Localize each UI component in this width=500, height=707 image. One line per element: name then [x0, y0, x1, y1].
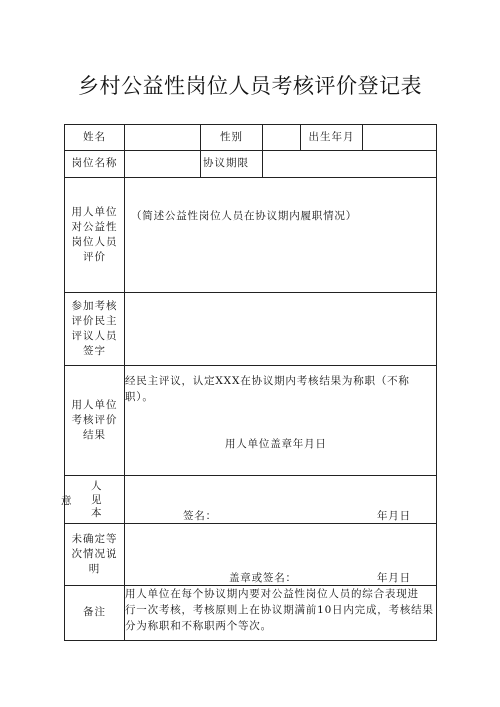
evaluation-label-cell — [65, 178, 125, 293]
opinion-sign-label: 签名： — [183, 510, 217, 522]
note-label-cell — [65, 586, 125, 641]
evaluation-label-line: 岗位人员 — [71, 236, 118, 248]
result-text-line: 经民主评议，认定XXX在协议期内考核结果为称职（不称 — [125, 375, 410, 387]
result-stamp-line: 用人单位盖章年月日 — [225, 438, 327, 450]
result-label-line: 结果 — [83, 429, 106, 442]
signers-field[interactable] — [125, 293, 437, 366]
evaluation-label-line: 用人单位 — [71, 205, 118, 218]
registration-form-table — [61, 124, 437, 641]
note-field — [125, 586, 437, 641]
name-field[interactable] — [125, 125, 201, 151]
note-text — [125, 586, 436, 634]
evaluation-label-line: 对公益性 — [71, 220, 118, 233]
post-label-cell — [65, 151, 125, 178]
gender-label-cell — [201, 125, 263, 151]
undetermined-sign-label: 盖章或签名： — [229, 572, 297, 584]
result-label-line: 用人单位 — [71, 398, 118, 411]
signers-label-line: 参加考核 — [71, 299, 118, 312]
gender-field[interactable] — [263, 125, 301, 151]
undetermined-label-line: 未确定等 — [71, 532, 118, 545]
result-label-line: 考核评价 — [71, 413, 118, 426]
form-title: 乡村公益性岗位人员考核评价登记表 — [78, 74, 422, 98]
note-text-line: 行一次考核，考核原则上在协议期满前10日内完成，考核结果 — [125, 603, 434, 616]
evaluation-label-line: 评价 — [83, 251, 106, 264]
result-text-line: 职）。 — [125, 390, 154, 403]
birth-field[interactable] — [363, 125, 437, 151]
opinion-field[interactable] — [125, 476, 437, 524]
birth-label-cell — [301, 125, 363, 151]
period-label: 协议期限 — [203, 157, 249, 170]
opinion-label-line: 本 — [91, 507, 103, 520]
birth-label: 出生年月 — [308, 130, 355, 143]
undetermined-label-cell — [65, 524, 125, 586]
signers-label-cell — [65, 293, 125, 366]
result-text — [125, 374, 410, 406]
undetermined-label-line: 次情况说 — [71, 547, 118, 560]
post-label: 岗位名称 — [71, 157, 118, 170]
undetermined-date-label: 年月日 — [377, 572, 411, 584]
period-label-cell — [201, 151, 263, 178]
opinion-label-line: 人 — [91, 480, 103, 492]
opinion-date-label: 年月日 — [377, 510, 411, 522]
name-label: 姓名 — [83, 130, 106, 143]
result-field[interactable] — [125, 366, 437, 476]
opinion-label-cell — [61, 476, 125, 524]
name-label-cell — [65, 125, 125, 151]
opinion-label-stack — [91, 480, 103, 521]
post-field[interactable] — [125, 151, 201, 178]
note-text-line: 分为称职和不称职两个等次。 — [125, 619, 272, 632]
evaluation-hint: （简述公益性岗位人员在协议期内履职情况） — [131, 210, 357, 222]
signers-label-line: 评议人员 — [71, 330, 118, 342]
period-field[interactable] — [263, 151, 437, 178]
gender-label: 性别 — [220, 130, 243, 143]
result-label-cell — [65, 366, 125, 476]
signers-label-line: 评价民主 — [71, 314, 118, 327]
opinion-label-side: 意 — [61, 495, 73, 507]
evaluation-field[interactable] — [125, 178, 437, 293]
undetermined-label-line: 明 — [88, 563, 101, 576]
note-text-line: 用人单位在每个协议期内要对公益性岗位人员的综合表现进 — [125, 588, 419, 600]
note-label: 备注 — [83, 606, 106, 619]
undetermined-field[interactable] — [125, 524, 437, 586]
opinion-label-line: 见 — [91, 493, 103, 506]
signers-label-line: 签字 — [83, 345, 106, 358]
